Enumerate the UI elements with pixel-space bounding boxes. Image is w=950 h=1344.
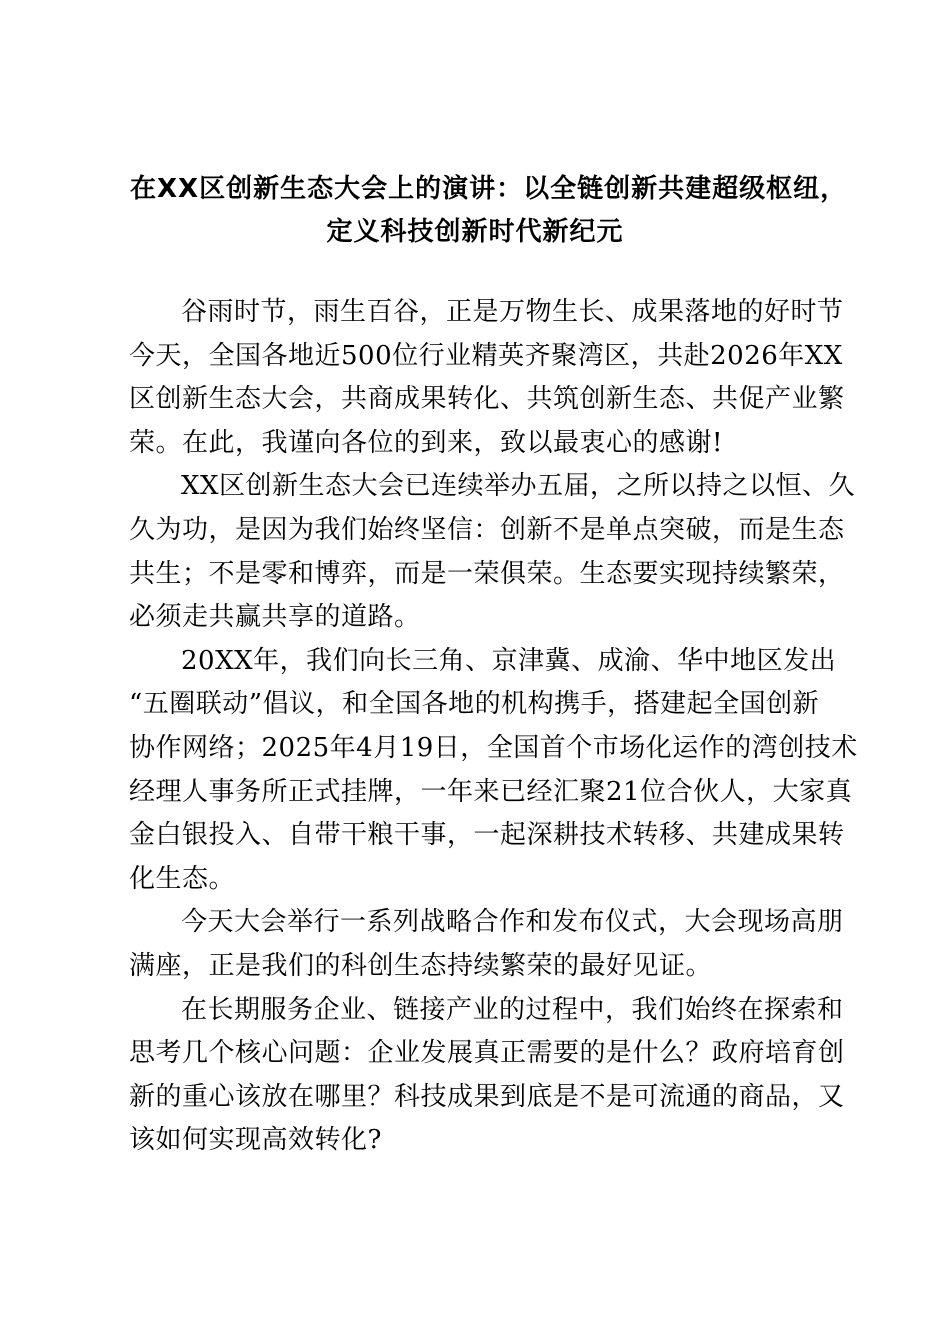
- text-line: 今天，全国各地近500位行业精英齐聚湾区，共赴2026年XX: [129, 340, 843, 371]
- text-line: 区创新生态大会，共商成果转化、共筑创新生态、共促产业繁: [129, 384, 845, 415]
- document-body: [129, 291, 858, 1163]
- text-line: 满座，正是我们的科创生态持续繁荣的最好见证。: [129, 950, 713, 981]
- document-title-line-2: 定义科技创新时代新纪元: [326, 217, 624, 247]
- text-line: “五圈联动”倡议，和全国各地的机构携手，搭建起全国创新: [129, 689, 820, 720]
- text-line: 20XX年，我们向长三角、京津冀、成渝、华中地区发出: [181, 645, 837, 676]
- text-line: 化生态。: [129, 863, 236, 894]
- text-line: 久为功，是因为我们始终坚信：创新不是单点突破，而是生态: [129, 514, 845, 545]
- text-line: 谷雨时节，雨生百谷，正是万物生长、成果落地的好时节: [181, 297, 844, 327]
- text-line: 必须走共赢共享的道路。: [129, 602, 421, 633]
- text-line: 荣。在此，我谨向各位的到来，致以最衷心的感谢!: [129, 427, 723, 458]
- document-title-line-1: 在XX区创新生态大会上的演讲：以全链创新共建超级枢纽，: [130, 174, 848, 204]
- text-line: 新的重心该放在哪里？科技成果到底是不是可流通的商品，又: [129, 1081, 845, 1112]
- text-line: XX区创新生态大会已连续举办五届，之所以持之以恒、久: [181, 471, 856, 502]
- text-line: 思考几个核心问题：企业发展真正需要的是什么？政府培育创: [129, 1038, 845, 1069]
- text-line: 经理人事务所正式挂牌，一年来已经汇聚21位合伙人，大家真: [129, 776, 853, 807]
- text-line: 金白银投入、自带干粮干事，一起深耕技术转移、共建成果转: [129, 820, 845, 851]
- text-line: 在长期服务企业、链接产业的过程中，我们始终在探索和: [181, 994, 844, 1025]
- text-line: 该如何实现高效转化?: [129, 1125, 382, 1156]
- text-line: 共生；不是零和博弈，而是一荣俱荣。生态要实现持续繁荣，: [129, 558, 845, 589]
- text-line: 今天大会举行一系列战略合作和发布仪式，大会现场高朋: [181, 907, 844, 938]
- text-line: 协作网络；2025年4月19日，全国首个市场化运作的湾创技术: [129, 732, 858, 763]
